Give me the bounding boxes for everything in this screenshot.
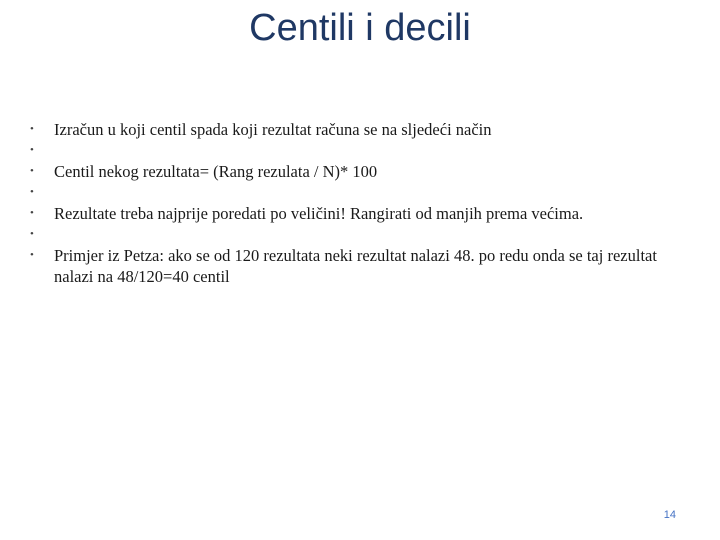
bullet-item <box>30 224 670 245</box>
bullet-text: Izračun u koji centil spada koji rezultat računa se na sljedeći način <box>54 120 492 139</box>
bullet-item <box>30 140 670 161</box>
bullet-icon: • <box>30 207 34 219</box>
bullet-text: Primjer iz Petza: ako se od 120 rezultata neki rezultat nalazi 48. po redu onda se taj rezultat nalazi na 48/120=40 centil <box>54 246 657 286</box>
bullet-icon: • <box>30 165 34 177</box>
bullet-icon: • <box>30 249 34 261</box>
bullet-text <box>54 224 670 245</box>
bullet-item <box>30 119 670 140</box>
bullet-item <box>30 203 670 224</box>
slide-title: Centili i decili <box>249 7 471 49</box>
bullet-item <box>30 161 670 182</box>
bullet-text: Centil nekog rezultata= (Rang rezulata / N)* 100 <box>54 162 378 181</box>
bullet-text: Rezultate treba najprije poredati po veličini! Rangirati od manjih prema većima. <box>54 204 584 223</box>
bullet-icon: • <box>30 186 34 198</box>
bullet-text <box>54 182 670 203</box>
bullet-icon: • <box>30 123 34 135</box>
page-number: 14 <box>663 509 676 521</box>
bullet-text <box>54 140 670 161</box>
bullet-item <box>30 245 670 287</box>
bullet-icon: • <box>30 228 34 240</box>
bullet-item <box>30 182 670 203</box>
bullet-list <box>30 119 670 287</box>
bullet-icon: • <box>30 144 34 156</box>
